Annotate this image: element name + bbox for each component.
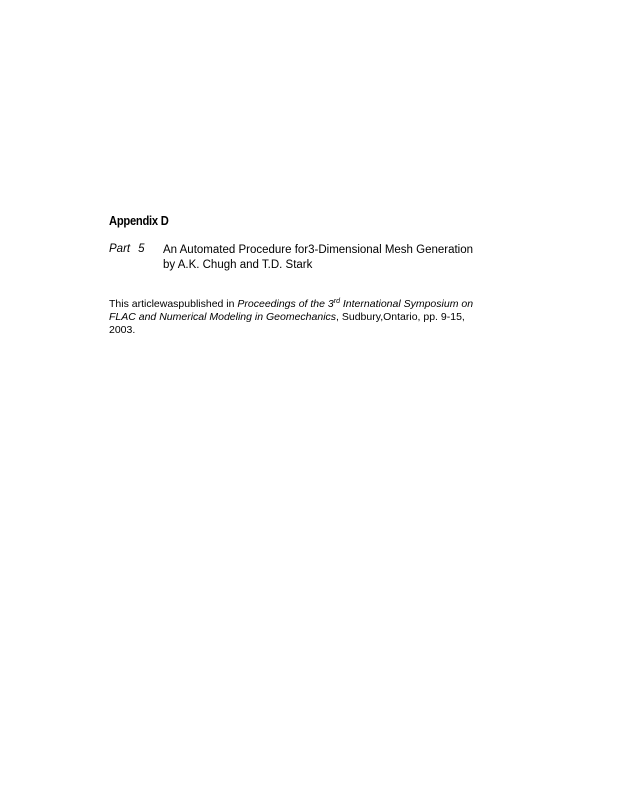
proceedings-suffix: International Symposium on bbox=[339, 298, 474, 310]
part-authors-line: by A.K. Chugh and T.D. Stark bbox=[163, 259, 313, 271]
appendix-heading: Appendix D bbox=[109, 213, 169, 228]
part-number: 5 bbox=[138, 243, 145, 255]
proceedings-ordinal-sup: rd bbox=[333, 298, 340, 305]
part-title-line: An Automated Procedure for3-Dimensional Mesh Generation bbox=[163, 244, 474, 256]
publication-year: 2003. bbox=[109, 324, 136, 336]
proceedings-prefix: Proceedings of the 3 bbox=[237, 298, 334, 310]
part-label-word: Part bbox=[109, 243, 131, 255]
publication-note-line-2 bbox=[109, 311, 509, 324]
publication-intro: This articlewaspublished in bbox=[109, 298, 238, 310]
publication-location-pages: , Sudbury,Ontario, pp. 9-15, bbox=[336, 311, 465, 323]
part-label bbox=[109, 243, 145, 255]
publication-note bbox=[109, 298, 509, 337]
proceedings-title-line2: FLAC and Numerical Modeling in Geomechanics bbox=[109, 311, 337, 323]
publication-note-line-1 bbox=[109, 298, 509, 311]
part-title bbox=[163, 243, 473, 273]
